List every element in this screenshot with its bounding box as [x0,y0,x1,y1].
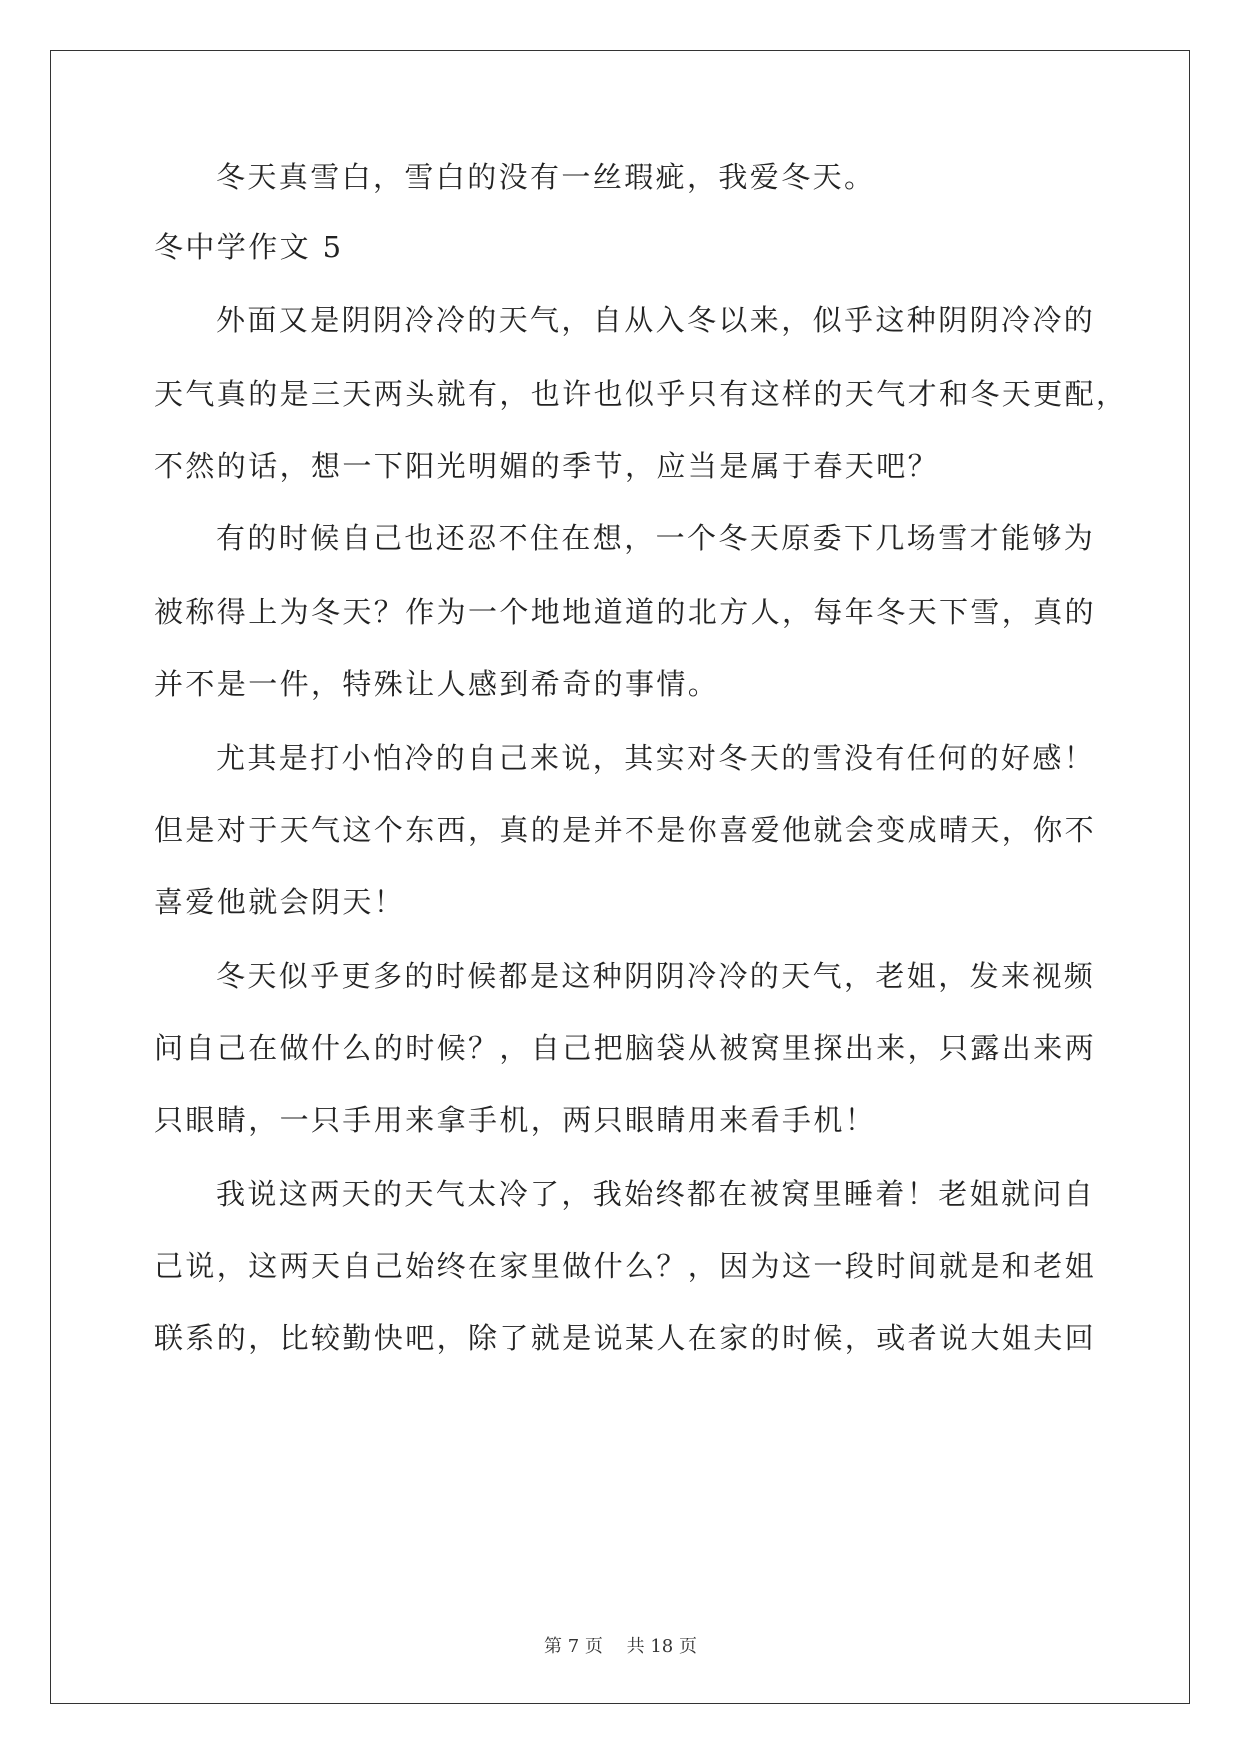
section-heading: 冬中学作文 5 [154,230,344,264]
paragraph-line: 问自己在做什么的时候？，自己把脑袋从被窝里探出来，只露出来两 [154,1031,1097,1065]
paragraph-line: 有的时候自己也还忍不住在想，一个冬天原委下几场雪才能够为 [216,521,1096,555]
paragraph-line: 被称得上为冬天？作为一个地地道道的北方人，每年冬天下雪，真的 [154,595,1097,629]
paragraph-line: 尤其是打小怕冷的自己来说，其实对冬天的雪没有任何的好感！ [216,741,1096,775]
paragraph-line: 喜爱他就会阴天！ [154,885,406,919]
paragraph-line: 冬天似乎更多的时候都是这种阴阴冷冷的天气，老姐，发来视频 [216,959,1096,993]
paragraph-line: 我说这两天的天气太冷了，我始终都在被窝里睡着！老姐就问自 [216,1177,1096,1211]
page-number-footer: 第 7 页 共 18 页 [544,1636,697,1657]
paragraph-line: 但是对于天气这个东西，真的是并不是你喜爱他就会变成晴天，你不 [154,813,1097,847]
paragraph-line: 联系的，比较勤快吧，除了就是说某人在家的时候，或者说大姐夫回 [154,1321,1097,1355]
paragraph-line: 不然的话，想一下阳光明媚的季节，应当是属于春天吧？ [154,449,940,483]
paragraph-line: 并不是一件，特殊让人感到希奇的事情。 [154,667,720,701]
paragraph-line: 己说，这两天自己始终在家里做什么？，因为这一段时间就是和老姐 [154,1249,1097,1283]
paragraph-line: 冬天真雪白，雪白的没有一丝瑕疵，我爱冬天。 [216,160,876,194]
paragraph-line: 只眼睛，一只手用来拿手机，两只眼睛用来看手机！ [154,1103,877,1137]
paragraph-line: 外面又是阴阴冷冷的天气，自从入冬以来，似乎这种阴阴冷冷的 [216,303,1096,337]
paragraph-line: 天气真的是三天两头就有，也许也似乎只有这样的天气才和冬天更配， [154,377,1128,411]
